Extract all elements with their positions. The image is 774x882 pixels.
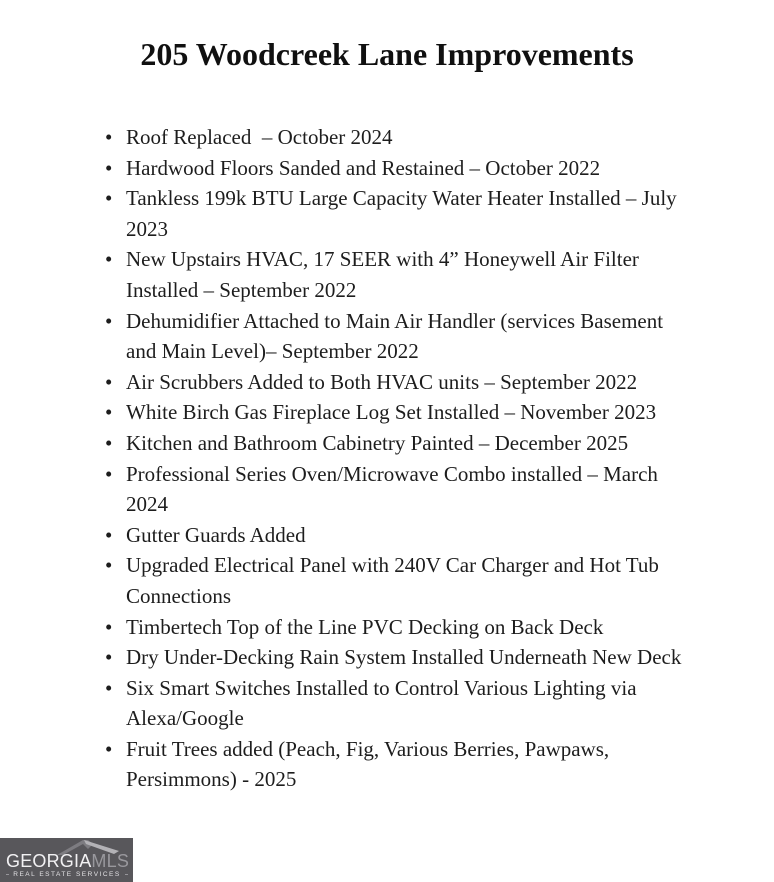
logo-brand-secondary: MLS [91,851,130,871]
list-item [105,183,685,244]
list-item-text: Upgraded Electrical Panel with 240V Car Charger and Hot Tub Connections [126,553,665,608]
logo-brand-primary: GEORGIA [6,851,92,871]
list-item [105,306,685,367]
list-item [105,122,685,153]
list-item-text: Timbertech Top of the Line PVC Decking on Back Deck [126,614,604,639]
list-item-text: Air Scrubbers Added to Both HVAC units – September 2022 [126,369,638,394]
list-item [105,428,685,459]
list-item [105,612,685,643]
page-title: 205 Woodcreek Lane Improvements [140,36,634,72]
bullet-icon: • [105,675,113,700]
list-item-text: Dehumidifier Attached to Main Air Handler (services Basement and Main Level)– September 2022 [126,308,669,364]
bullet-icon: • [105,308,113,333]
bullet-icon: • [105,614,113,639]
bullet-icon: • [105,736,113,761]
list-item-text: Professional Series Oven/Microwave Combo installed – March 2024 [126,461,664,517]
list-item [105,367,685,398]
list-item-text: Dry Under-Decking Rain System Installed Underneath New Deck [126,645,682,670]
list-item [105,459,685,520]
improvements-list [0,122,685,795]
bullet-icon: • [105,186,113,211]
logo-tagline-row [6,871,128,878]
list-item-text: Tankless 199k BTU Large Capacity Water Heater Installed – July 2023 [126,186,682,241]
bullet-icon: • [105,522,113,547]
tagline-rule-right [125,874,128,875]
bullet-icon: • [105,247,113,272]
list-item [105,397,685,428]
georgia-mls-logo [0,838,133,882]
list-item-text: New Upstairs HVAC, 17 SEER with 4” Honeywell Air Filter Installed – September 2022 [126,247,645,302]
list-item [105,244,685,305]
list-item [105,734,685,795]
tagline-rule-left [6,874,9,875]
bullet-icon: • [105,430,113,455]
list-item [105,520,685,551]
logo-tagline: REAL ESTATE SERVICES [13,871,121,878]
list-item-text: Roof Replaced – October 2024 [126,125,393,149]
bullet-icon: • [105,461,113,486]
list-item [105,153,685,184]
bullet-icon: • [105,369,113,394]
bullet-icon: • [105,645,113,670]
bullet-icon: • [105,400,113,425]
list-item-text: White Birch Gas Fireplace Log Set Installed – November 2023 [126,400,657,425]
list-item-text: Hardwood Floors Sanded and Restained – October 2022 [126,155,601,180]
list-item-text: Six Smart Switches Installed to Control Various Lighting via Alexa/Google [126,675,641,731]
bullet-icon: • [105,125,113,149]
bullet-icon: • [105,553,113,578]
bullet-icon: • [105,155,113,180]
list-item-text: Kitchen and Bathroom Cabinetry Painted – December 2025 [126,430,629,455]
list-item-text: Gutter Guards Added [126,522,306,547]
list-item [105,550,685,611]
list-item-text: Fruit Trees added (Peach, Fig, Various Berries, Pawpaws, Persimmons) - 2025 [126,736,615,792]
list-item [105,673,685,734]
logo-brand [6,852,129,871]
list-item [105,642,685,673]
